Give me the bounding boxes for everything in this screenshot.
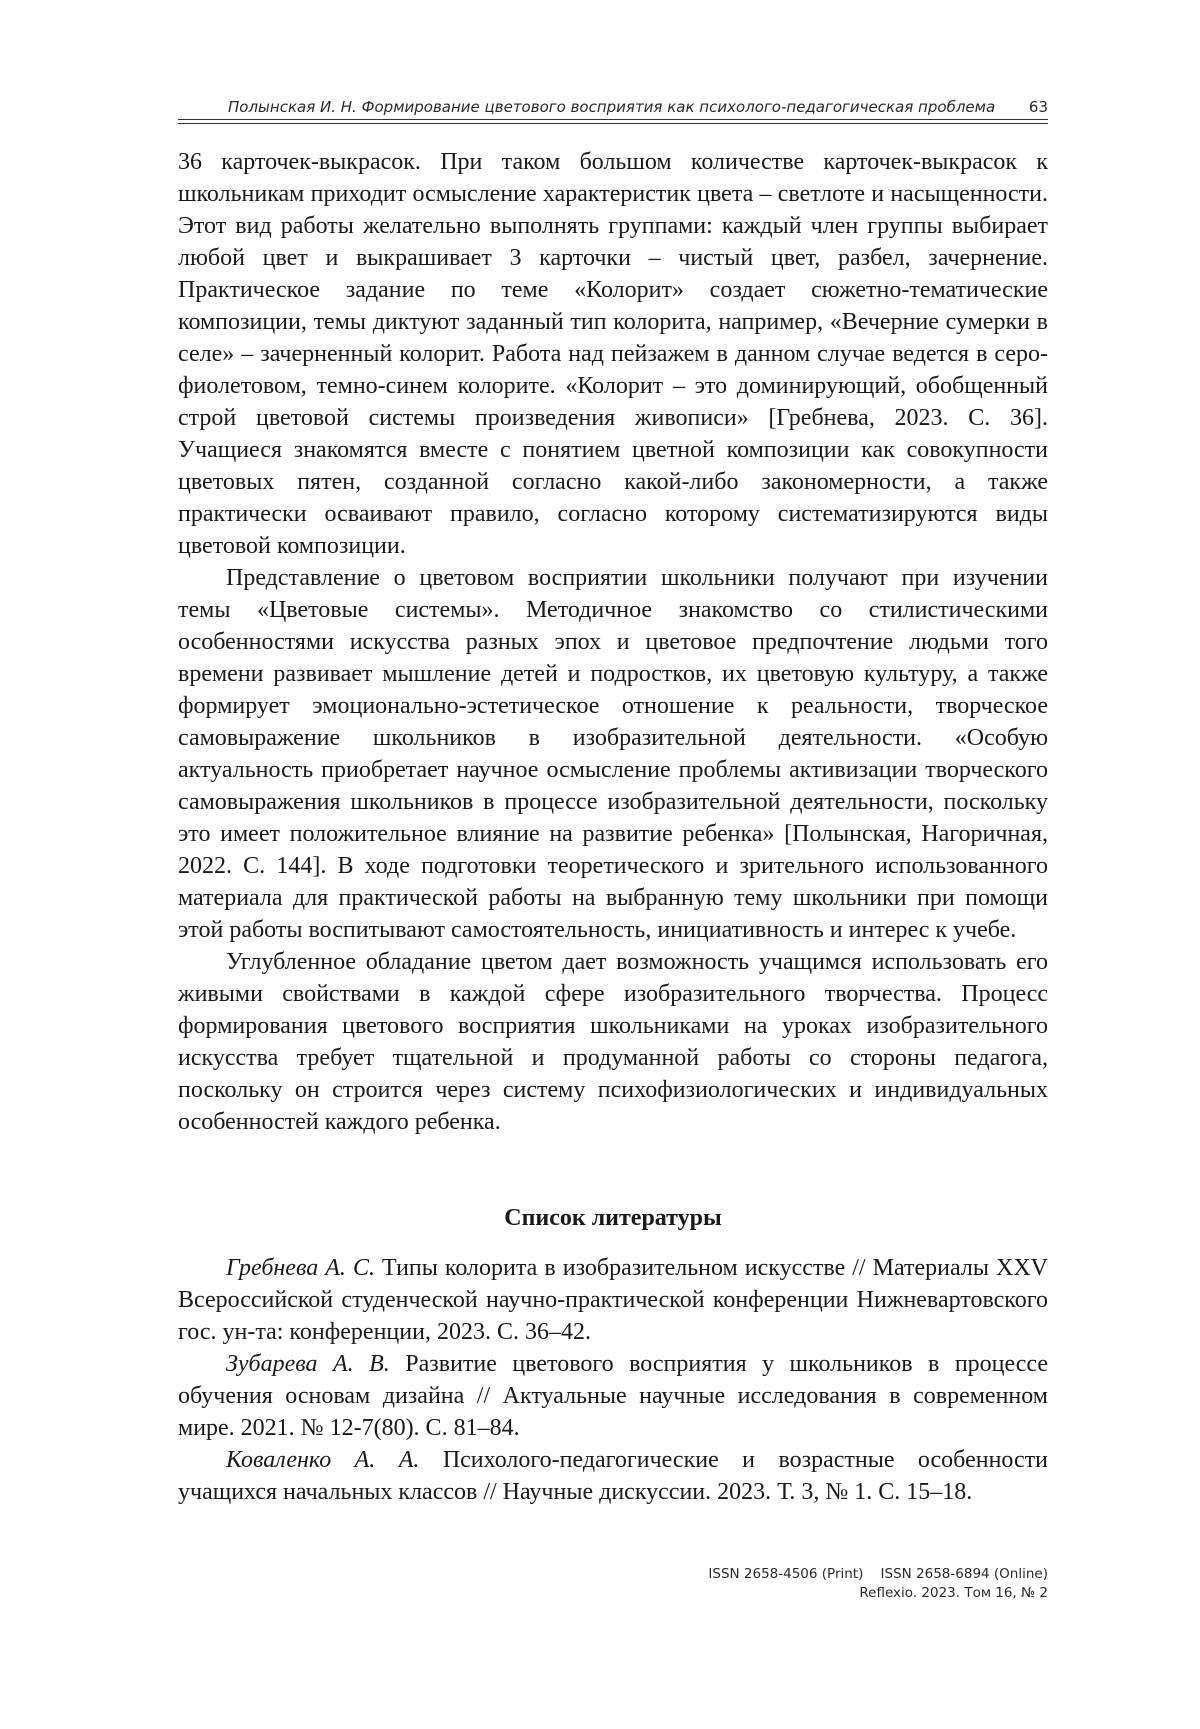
reference-author: Коваленко А. А. — [226, 1447, 420, 1473]
article-body — [178, 146, 1048, 1138]
page-number: 63 — [1028, 98, 1048, 116]
paragraph: Представление о цветовом восприятии школьники получают при изучении темы «Цветовые системы». Методичное знакомство со стилистическими особенностями искусства разных эпох и цветовое предпочтение людьми того времени развивает мышление детей и подростков, их цветовую культуру, а также формирует эмоционально-эстетическое отношение к реальности, творческое самовыражение школьников в изобразительной деятельности. «Особую актуальность приобретает научное осмысление проблемы активизации творческого самовыражения школьников в процессе изобразительной деятельности, поскольку это имеет положительное влияние на развитие ребенка» [Полынская, Нагоричная, 2022. С. 144]. В ходе подготовки теоретического и зрительного использованного материала для практической работы на выбранную тему школьники при помощи этой работы воспитывают самостоятельность, инициативность и интерес к учебе. — [178, 565, 1048, 943]
journal-line: Reflexio. 2023. Том 16, № 2 — [859, 1585, 1048, 1601]
references-heading: Список литературы — [504, 1205, 722, 1231]
running-head-title: Формирование цветового восприятия как психолого-педагогическая проблема — [361, 98, 996, 116]
header-rule — [178, 119, 1048, 120]
running-head-author: Полынская И. Н. — [228, 98, 357, 116]
issn-line: ISSN 2658-4506 (Print) ISSN 2658-6894 (Online) — [708, 1566, 1048, 1582]
reference-author: Гребнева А. С. — [226, 1255, 375, 1281]
reference-item — [178, 1348, 1048, 1444]
reference-text: Типы колорита в изобразительном искусстве // Материалы XXV Всероссийской студенческой научно-практической конференции Нижневартовского гос. ун-та: конференции, 2023. С. 36–42. — [178, 1255, 1049, 1345]
running-head-title-line — [228, 98, 995, 116]
reference-text: Психолого-педагогические и возрастные особенности учащихся начальных классов // Научные дискуссии. 2023. Т. 3, № 1. С. 15–18. — [178, 1447, 1048, 1505]
references-list — [178, 1252, 1048, 1508]
reference-text: Развитие цветового восприятия у школьников в процессе обучения основам дизайна // Актуальные научные исследования в современном мире. 2021. № 12-7(80). С. 81–84. — [178, 1351, 1048, 1441]
reference-author: Зубарева А. В. — [226, 1351, 390, 1377]
reference-item — [178, 1444, 1048, 1508]
header-rule-thin — [178, 123, 1048, 124]
page-footer — [708, 1565, 1048, 1603]
paragraph: 36 карточек-выкрасок. При таком большом количестве карточек-выкрасок к школьникам приходит осмысление характеристик цвета – светлоте и насыщенности. Этот вид работы желательно выполнять группами: каждый член группы выбирает любой цвет и выкрашивает 3 карточки – чистый цвет, разбел, зачернение. Практическое задание по теме «Колорит» создает сюжетно-тематические композиции, темы диктуют заданный тип колорита, например, «Вечерние сумерки в селе» – зачерненный колорит. Работа над пейзажем в данном случае ведется в серо-фиолетовом, темно-синем колорите. «Колорит – это доминирующий, обобщенный строй цветовой системы произведения живописи» [Гребнева, 2023. С. 36]. Учащиеся знакомятся вместе с понятием цветной композиции как совокупности цветовых пятен, созданной согласно какой-либо закономерности, а также практически осваивают правило, согласно которому систематизируются виды цветовой композиции. — [178, 149, 1048, 559]
reference-item — [178, 1252, 1048, 1348]
paragraph: Углубленное обладание цветом дает возможность учащимся использовать его живыми свойствами в каждой сфере изобразительного творчества. Процесс формирования цветового восприятия школьниками на уроках изобразительного искусства требует тщательной и продуманной работы со стороны педагога, поскольку он строится через систему психофизиологических и индивидуальных особенностей каждого ребенка. — [178, 949, 1048, 1135]
